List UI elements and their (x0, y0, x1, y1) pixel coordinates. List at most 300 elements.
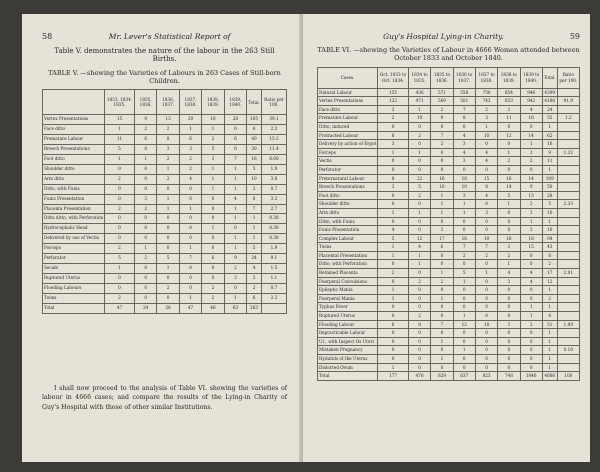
table-cell: 2 (542, 294, 557, 303)
table-vi-header-cell: 1839 to 1840. (520, 67, 542, 88)
table-row (318, 269, 580, 278)
table-cell: 0.38 (261, 224, 286, 234)
table-cell: 4666 (542, 372, 557, 381)
table-cell: 5 (105, 254, 135, 264)
table-cell: 0 (408, 294, 430, 303)
table-cell: 5 (105, 145, 135, 155)
table-cell: 8 (134, 145, 156, 155)
table-cell: 0 (224, 125, 246, 135)
running-title: Mr. Lever's Statistical Report of (108, 32, 231, 41)
table-cell: 0 (475, 329, 497, 338)
table-row (318, 208, 580, 217)
table-cell: 9 (431, 114, 453, 123)
table-cell: 0 (520, 286, 542, 295)
table-cell: 16 (431, 174, 453, 183)
table-cell: 3.2 (261, 194, 286, 204)
table-cell: 2 (378, 269, 409, 278)
table-cell (557, 165, 579, 174)
table-cell: 1 (431, 355, 453, 364)
table-cell: 13 (157, 115, 179, 125)
table-cell: 1 (520, 217, 542, 226)
table-cell: 16 (247, 155, 262, 165)
table-cell: 10 (408, 114, 430, 123)
table-cell: 17 (431, 234, 453, 243)
table-cell: 0 (157, 214, 179, 224)
row-label: Ditto, induced (318, 122, 378, 131)
table-row (43, 273, 287, 283)
table-cell: 1 (475, 122, 497, 131)
table-cell: 0 (157, 234, 179, 244)
table-cell: 0 (157, 273, 179, 283)
table-title: TABLE V. —shewing the Varieties of Labours in 263 Cases of Still-born Children. (48, 68, 281, 85)
table-cell: 2 (202, 135, 224, 145)
table-cell: 743 (475, 97, 497, 106)
table-cell: 0 (475, 337, 497, 346)
table-cell: 16 (498, 174, 520, 183)
row-label: Flooding Labour (318, 320, 378, 329)
table-cell: 3 (179, 145, 201, 155)
table-row (318, 122, 580, 131)
table-cell: 1 (105, 125, 135, 135)
table-cell: 15 (475, 174, 497, 183)
table-cell: 7 (475, 243, 497, 252)
table-cell: 43 (542, 243, 557, 252)
table-row (43, 125, 287, 135)
table-cell: 1 (408, 251, 430, 260)
table-cell: 3 (453, 140, 475, 149)
table-cell: 0 (134, 184, 156, 194)
table-cell: 0 (157, 224, 179, 234)
table-cell: 1 (542, 122, 557, 131)
table-cell: 2 (105, 244, 135, 254)
table-cell: 1 (542, 329, 557, 338)
table-cell: 1 (202, 125, 224, 135)
table-cell: 46 (202, 303, 224, 313)
table-cell: 1 (202, 174, 224, 184)
table-cell: 1 (224, 293, 246, 303)
table-row (318, 165, 580, 174)
table-cell (557, 234, 579, 243)
table-row (318, 97, 580, 106)
table-row (43, 263, 287, 273)
table-cell: 10 (453, 183, 475, 192)
table-cell: 1 (378, 363, 409, 372)
table-cell: 0 (202, 273, 224, 283)
table-cell: 0 (105, 234, 135, 244)
table-cell (557, 286, 579, 295)
row-label: Impracticable Labour (318, 329, 378, 338)
table-cell: 0.7 (261, 283, 286, 293)
table-cell: 11 (542, 157, 557, 166)
table-cell: 0 (134, 273, 156, 283)
table-cell: 2 (134, 125, 156, 135)
table-cell: 2 (157, 155, 179, 165)
table-cell: 5 (498, 191, 520, 200)
table-cell: 1 (378, 148, 409, 157)
row-label: Face ditto (318, 105, 378, 114)
table-cell: 0 (453, 260, 475, 269)
table-row (43, 234, 287, 244)
table-cell: 0 (520, 122, 542, 131)
table-cell: 5 (202, 145, 224, 155)
table-cell (557, 157, 579, 166)
table-cell: 1 (431, 200, 453, 209)
table-cell: 0 (179, 194, 201, 204)
table-cell: 0 (475, 200, 497, 209)
table-cell: 24 (247, 254, 262, 264)
table-cell: 0 (378, 303, 409, 312)
table-cell: 1 (105, 155, 135, 165)
table-cell: 1 (378, 251, 409, 260)
table-cell: 0 (408, 337, 430, 346)
table-cell: 2 (498, 251, 520, 260)
table-cell: 1 (247, 234, 262, 244)
table-cell: 11 (105, 135, 135, 145)
table-cell: 7 (247, 204, 262, 214)
table-cell: 7 (179, 254, 201, 264)
table-cell: 0 (475, 260, 497, 269)
running-title: Guy's Hospital Lying-in Charity. (383, 32, 504, 41)
table-cell: 3 (475, 208, 497, 217)
table-cell: 100 (557, 372, 579, 381)
row-label: Breech Presentations (318, 183, 378, 192)
table-cell: 13 (520, 191, 542, 200)
table-cell: 1 (224, 204, 246, 214)
row-label: Vertex Presentations (318, 97, 378, 106)
table-cell: 1046 (520, 372, 542, 381)
table-row (318, 174, 580, 183)
row-label: Hydrocephalic Head (43, 224, 105, 234)
row-label: Placenta Presentation (43, 204, 105, 214)
table-row (43, 164, 287, 174)
table-row (43, 145, 287, 155)
row-label: Puerperal Convulsions (318, 277, 378, 286)
table-cell: 4299 (542, 88, 557, 97)
table-cell: 0 (453, 303, 475, 312)
table-cell: 7 (453, 243, 475, 252)
row-label: Shoulder ditto (318, 200, 378, 209)
table-row (43, 254, 287, 264)
table-cell: 1 (542, 303, 557, 312)
table-cell: 16 (542, 140, 557, 149)
body-paragraph: I shall now proceed to the analysis of Table VI. shewing the varieties of labour in 4666 cases; and compare the results of the Lying-in Charity of Guy's Hospital with those of other similar Institutions. (42, 384, 287, 411)
table-cell: 1 (179, 125, 201, 135)
table-cell: 7 (224, 155, 246, 165)
row-label: Retained Placenta (318, 269, 378, 278)
row-label: Mistaken Pregnancy (318, 346, 378, 355)
table-cell: 1.1 (261, 273, 286, 283)
table-row (318, 200, 580, 209)
table-cell: 2 (431, 277, 453, 286)
table-cell: 0 (498, 165, 520, 174)
table-cell (557, 337, 579, 346)
table-cell: 20 (179, 115, 201, 125)
table-cell: 1 (134, 155, 156, 165)
table-cell: 28 (542, 191, 557, 200)
row-label: Secale (43, 263, 105, 273)
table-cell: 10 (247, 174, 262, 184)
table-cell: 2 (134, 204, 156, 214)
table-cell: 758 (475, 88, 497, 97)
table-cell: 1 (157, 204, 179, 214)
table-cell: 0 (134, 234, 156, 244)
table-cell: 3 (453, 157, 475, 166)
table-cell: 0 (453, 217, 475, 226)
table-cell: 946 (520, 88, 542, 97)
table-cell: 0 (202, 194, 224, 204)
row-label: Perforator (318, 165, 378, 174)
table-cell: 15.2 (261, 135, 286, 145)
table-row (318, 140, 580, 149)
table-cell: 0 (520, 294, 542, 303)
row-label: Face ditto (43, 125, 105, 135)
table-cell (557, 363, 579, 372)
table-cell: 9 (520, 183, 542, 192)
table-v-header-cell: 1838, 1839. (202, 90, 224, 115)
table-cell: 1.5 (261, 263, 286, 273)
table-cell: 10 (475, 131, 497, 140)
table-cell: 6 (224, 135, 246, 145)
table-cell: 1 (157, 164, 179, 174)
table-row (43, 224, 287, 234)
table-cell: 18 (520, 114, 542, 123)
row-label: Distorted Ovum (318, 363, 378, 372)
table-v-header-cell: Ratio per 100. (261, 90, 286, 115)
table-cell: 1 (408, 105, 430, 114)
row-label: Total (43, 303, 105, 313)
row-label: Shoulder ditto (43, 164, 105, 174)
table-cell: 8 (378, 174, 409, 183)
right-page (303, 14, 590, 462)
row-label: Puerperal Mania (318, 294, 378, 303)
table-cell: 9 (134, 115, 156, 125)
table-cell: 2 (431, 140, 453, 149)
row-label: Forceps (318, 148, 378, 157)
table-cell: 0 (453, 363, 475, 372)
table-cell (557, 105, 579, 114)
row-label: Preternatural Labour (318, 174, 378, 183)
table-cell: 17 (542, 269, 557, 278)
table-cell: 10 (542, 208, 557, 217)
table-row (43, 174, 287, 184)
table-cell: 1 (179, 204, 201, 214)
table-cell: 0 (431, 286, 453, 295)
row-label: Ruptured Uterus (43, 273, 105, 283)
table-cell: 1 (378, 294, 409, 303)
table-cell: 4 (520, 105, 542, 114)
table-cell: 10 (475, 234, 497, 243)
page-number: 59 (569, 32, 580, 41)
table-cell: 0 (224, 283, 246, 293)
table-cell: 0 (431, 346, 453, 355)
table-row (318, 88, 580, 97)
left-page (22, 14, 301, 462)
table-cell: 0 (378, 191, 409, 200)
table-row (318, 346, 580, 355)
table-cell: 0 (378, 157, 409, 166)
table-cell: 0 (378, 337, 409, 346)
table-cell: 1 (157, 263, 179, 273)
table-cell: 4 (498, 269, 520, 278)
table-cell: 2 (408, 277, 430, 286)
table-cell: 0 (475, 286, 497, 295)
table-cell: 0 (179, 283, 201, 293)
table-cell: 1 (179, 244, 201, 254)
table-cell: 1 (224, 174, 246, 184)
table-cell (557, 243, 579, 252)
table-cell: 47 (179, 303, 201, 313)
table-cell: 4 (408, 243, 430, 252)
table-cell: 0 (475, 303, 497, 312)
row-label: Hydatids of the Uterus (318, 355, 378, 364)
table-row (43, 293, 287, 303)
table-cell (557, 312, 579, 321)
table-cell (557, 191, 579, 200)
table-cell: 63 (224, 303, 246, 313)
table-cell: 0 (105, 164, 135, 174)
row-label: Twins (318, 243, 378, 252)
table-row (43, 194, 287, 204)
table-cell: 569 (431, 97, 453, 106)
table-cell: 1 (224, 234, 246, 244)
table-cell: 0 (475, 226, 497, 235)
table-cell: 1 (520, 140, 542, 149)
row-label: Ditto, with Perforation (318, 260, 378, 269)
table-cell: 0 (453, 165, 475, 174)
table-v-header-cell: 1836, 1837. (157, 90, 179, 115)
table-cell: 1 (431, 208, 453, 217)
table-cell: 40 (247, 135, 262, 145)
table-cell: 1 (453, 277, 475, 286)
table-cell: 0 (408, 217, 430, 226)
table-cell: 0 (475, 363, 497, 372)
table-cell: 18 (202, 115, 224, 125)
table-cell: 0 (378, 260, 409, 269)
row-label: Forceps (43, 244, 105, 254)
table-cell: 0 (498, 346, 520, 355)
table-cell: 0 (408, 363, 430, 372)
row-label: Arm ditto (318, 208, 378, 217)
row-label: Vertex Presentations (43, 115, 105, 125)
table-cell: 0 (202, 214, 224, 224)
table-cell: 0 (431, 122, 453, 131)
table-cell: 0 (475, 346, 497, 355)
table-row (318, 114, 580, 123)
table-cell: 12 (408, 234, 430, 243)
table-cell: 10 (542, 226, 557, 235)
table-cell: 0 (157, 184, 179, 194)
table-cell: 823 (475, 372, 497, 381)
table-cell: 3 (498, 105, 520, 114)
table-cell: 155 (378, 88, 409, 97)
table-cell: 5 (157, 254, 179, 264)
table-row (43, 303, 287, 313)
table-vi-header-cell: Cases. (318, 67, 378, 88)
table-cell: 0 (105, 194, 135, 204)
table-cell: 1 (453, 200, 475, 209)
table-cell: 1 (202, 224, 224, 234)
table-cell: 0 (453, 286, 475, 295)
table-cell: 1 (378, 243, 409, 252)
table-cell: 2 (408, 312, 430, 321)
row-label: Twins (43, 293, 105, 303)
table-cell: 4 (475, 148, 497, 157)
table-cell: 2.7 (261, 204, 286, 214)
table-cell: 7 (431, 320, 453, 329)
table-cell: 0 (431, 363, 453, 372)
table-cell: 3 (378, 140, 409, 149)
table-cell: 3 (498, 320, 520, 329)
table-cell: 558 (453, 88, 475, 97)
table-cell: 1 (520, 312, 542, 321)
table-cell: 1 (134, 244, 156, 254)
table-cell: 0 (431, 217, 453, 226)
table-cell: 0 (431, 312, 453, 321)
table-cell: 0 (498, 226, 520, 235)
row-label: Perforator (43, 254, 105, 264)
table-cell: 2 (475, 105, 497, 114)
table-cell (557, 226, 579, 235)
table-cell: 0 (498, 208, 520, 217)
table-cell: 0 (431, 303, 453, 312)
table-cell: 0 (431, 165, 453, 174)
row-label: Delivered by use of Vectis (43, 234, 105, 244)
table-cell: 0 (498, 312, 520, 321)
table-cell: 0 (179, 224, 201, 234)
table-cell: 18 (475, 320, 497, 329)
table-cell: 8 (542, 251, 557, 260)
table-cell: 1 (498, 148, 520, 157)
table-cell: 1 (542, 165, 557, 174)
table-cell: 0 (475, 140, 497, 149)
table-cell: 11 (498, 114, 520, 123)
table-cell: 0 (202, 244, 224, 254)
table-cell: 1 (224, 164, 246, 174)
table-cell: 3.8 (261, 174, 286, 184)
table-vi-header-cell: Oct. 1833 to Oct. 1834. (378, 67, 409, 88)
table-cell: 0 (520, 355, 542, 364)
table-cell: 12 (453, 320, 475, 329)
table-cell: 2 (431, 105, 453, 114)
table-cell: 0 (378, 355, 409, 364)
table-cell: 0 (453, 226, 475, 235)
table-cell: 0 (179, 263, 201, 273)
table-cell: 942 (520, 97, 542, 106)
table-cell (557, 303, 579, 312)
table-cell: 0 (378, 217, 409, 226)
table-cell: 0 (475, 294, 497, 303)
table-cell: 1 (202, 164, 224, 174)
table-cell: 4 (475, 191, 497, 200)
table-v-header-cell: 1835, 1836. (134, 90, 156, 115)
table-cell: 109 (542, 174, 557, 183)
table-v-header-cell: 1833, 1834, 1835. (105, 90, 135, 115)
table-cell: 854 (498, 88, 520, 97)
table-cell: 1 (378, 208, 409, 217)
table-row (318, 226, 580, 235)
table-cell: 1.9 (261, 244, 286, 254)
table-cell: 1.09 (557, 320, 579, 329)
table-row (318, 157, 580, 166)
table-cell: 4 (179, 174, 201, 184)
row-label: Epileptic Mania (318, 286, 378, 295)
table-cell: 0 (408, 346, 430, 355)
table-cell: 6 (247, 125, 262, 135)
table-cell: 3 (520, 208, 542, 217)
table-vi-header-cell: 1837 to 1838. (475, 67, 497, 88)
table-cell: 24 (542, 105, 557, 114)
table-cell: 0 (475, 165, 497, 174)
